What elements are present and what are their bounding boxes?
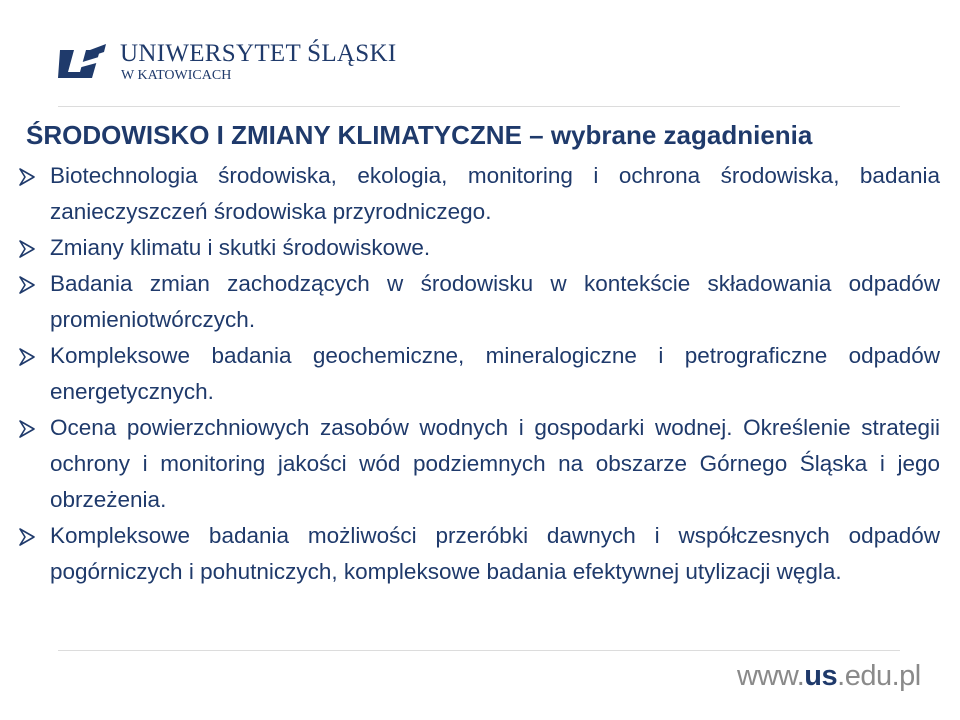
- arrow-bullet-icon: [18, 276, 36, 294]
- arrow-bullet-icon: [18, 348, 36, 366]
- list-item: [18, 518, 940, 590]
- arrow-bullet-icon: [18, 168, 36, 186]
- list-item: [18, 266, 940, 338]
- list-item-text: Zmiany klimatu i skutki środowiskowe.: [50, 235, 431, 260]
- footer-url-link[interactable]: [737, 660, 921, 693]
- list-item: [18, 158, 940, 230]
- list-item-text: Badania zmian zachodzących w środowisku w kontekście składowania odpadów promieniotwórczych.: [50, 271, 940, 332]
- list-item-text: Ocena powierzchniowych zasobów wodnych i gospodarki wodnej. Określenie strategii ochrony i monitoring jakości wód podziemnych na obszarze Górnego Śląska i jego obrzeżenia.: [50, 415, 940, 512]
- arrow-bullet-icon: [18, 528, 36, 546]
- arrow-bullet-icon: [18, 240, 36, 258]
- list-item: [18, 230, 940, 266]
- header-divider: [58, 106, 900, 107]
- list-item-text: Biotechnologia środowiska, ekologia, monitoring i ochrona środowiska, badania zanieczyszczeń środowiska przyrodniczego.: [50, 163, 940, 224]
- list-item: [18, 338, 940, 410]
- list-item: [18, 410, 940, 518]
- list-item-text: Kompleksowe badania możliwości przeróbki dawnych i współczesnych odpadów pogórniczych i pohutniczych, kompleksowe badania efektywnej utylizacji węgla.: [50, 523, 940, 584]
- arrow-bullet-icon: [18, 420, 36, 438]
- footer-divider: [58, 650, 900, 651]
- url-domain: us: [804, 660, 838, 692]
- url-suffix: .edu.pl: [837, 660, 921, 692]
- url-prefix: www.: [737, 660, 805, 692]
- university-emblem-icon: [56, 42, 108, 82]
- topic-list: [18, 158, 940, 590]
- list-item-text: Kompleksowe badania geochemiczne, mineralogiczne i petrograficzne odpadów energetycznych.: [50, 343, 940, 404]
- university-name: UNIWERSYTET ŚLĄSKI: [120, 40, 397, 67]
- university-city: W KATOWICACH: [121, 68, 232, 83]
- page-title: ŚRODOWISKO I ZMIANY KLIMATYCZNE – wybrane zagadnienia: [26, 120, 813, 150]
- university-logo: [56, 40, 397, 88]
